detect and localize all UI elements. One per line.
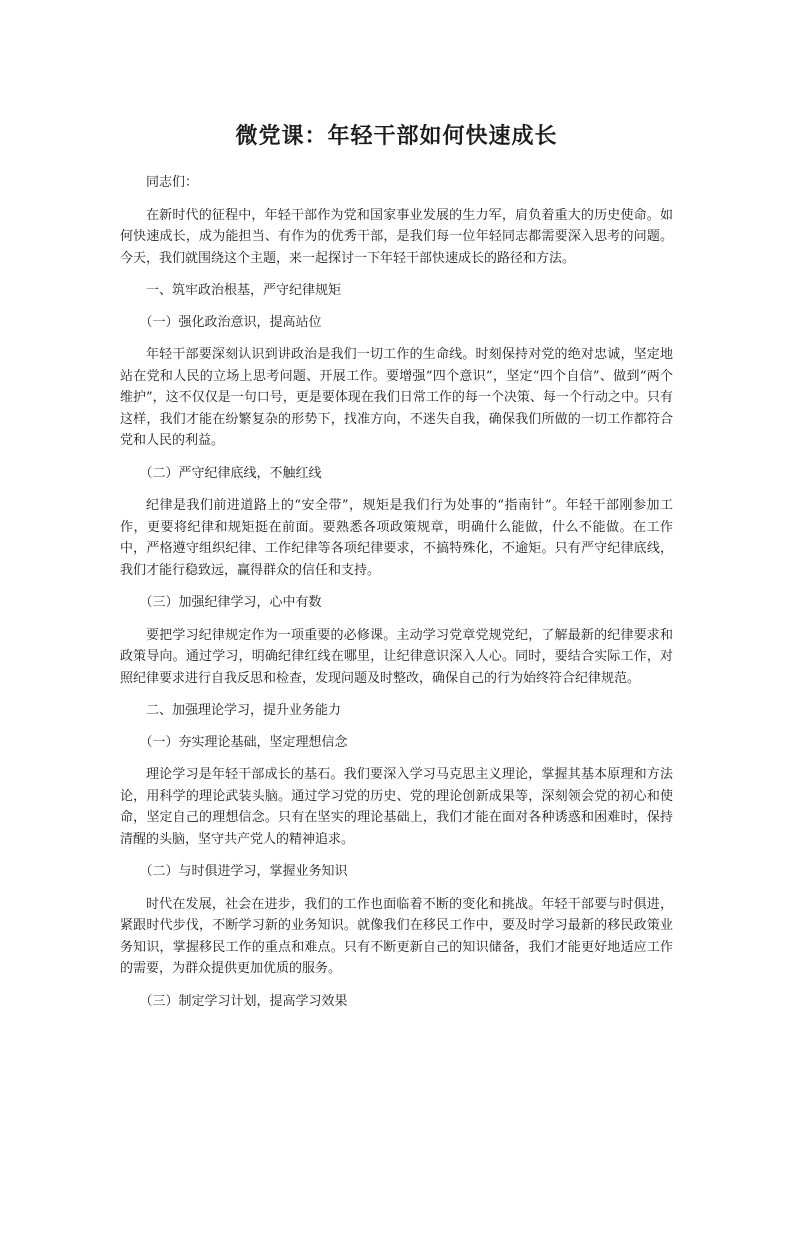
subheading-2-3: （三）制定学习计划，提高学习效果 [139,993,348,1009]
subheading-1-1: （一）强化政治意识，提高站位 [139,314,322,330]
section-heading-2: 二、加强理论学习，提升业务能力 [146,703,342,718]
intro-paragraph: 在新时代的征程中，年轻干部作为党和国家事业发展的生力军，肩负着重大的历史使命。如何快速成长，成为能担当、有作为的优秀干部，是我们每一位年轻同志都需要深入思考的问题。今天，我们就围绕这个主题，来一起探讨一下年轻干部快速成长的路径和方法。 [120,207,673,266]
section-heading-1: 一、筑牢政治根基，严守纪律规矩 [146,283,342,298]
subheading-2-2: （二）与时俱进学习，掌握业务知识 [139,864,348,879]
body-paragraph-2-1: 理论学习是年轻干部成长的基石。我们要深入学习马克思主义理论，掌握其基本原理和方法论，用科学的理论武装头脑。通过学习党的历史、党的理论创新成果等，深刻领会党的初心和使命，坚定自己的理想信念。只有在坚实的理论基础上，我们才能在面对各种诱惑和困难时，保持清醒的头脑，坚守共产党人的精神追求。 [120,767,673,847]
document-page [0,120,793,1242]
greeting-paragraph: 同志们： [146,175,199,190]
body-paragraph-1-2: 纪律是我们前进道路上的“安全带”，规矩是我们行为处事的“指南针”。年轻干部刚参加工作，更要将纪律和规矩挺在前面。要熟悉各项政策规章，明确什么能做，什么不能做。在工作中，严格遵守组织纪律、工作纪律等各项纪律要求，不搞特殊化，不逾矩。只有严守纪律底线，我们才能行稳致远，赢得群众的信任和支持。 [120,498,673,578]
body-paragraph-1-3: 要把学习纪律规定作为一项重要的必修课。主动学习党章党规党纪，了解最新的纪律要求和政策导向。通过学习，明确纪律红线在哪里，让纪律意识深入人心。同时，要结合实际工作，对照纪律要求进行自我反思和检查，发现问题及时整改，确保自己的行为始终符合纪律规范。 [120,627,673,686]
document-title: 微党课：年轻干部如何快速成长 [235,123,558,149]
document-body [120,172,673,1012]
subheading-1-3: （三）加强纪律学习，心中有数 [139,595,322,610]
body-paragraph-1-1: 年轻干部要深刻认识到讲政治是我们一切工作的生命线。时刻保持对党的绝对忠诚，坚定地站在党和人民的立场上思考问题、开展工作。要增强“四个意识”，坚定“四个自信”、做到“两个维护”，这不仅仅是一句口号，更是要体现在我们日常工作的每一个决策、每一个行动之中。只有这样，我们才能在纷繁复杂的形势下，找准方向，不迷失自我，确保我们所做的一切工作都符合党和人民的利益。 [120,347,673,448]
subheading-1-2: （二）严守纪律底线，不触红线 [139,465,322,481]
body-paragraph-2-2: 时代在发展，社会在进步，我们的工作也面临着不断的变化和挑战。年轻干部要与时俱进，紧跟时代步伐，不断学习新的业务知识。就像我们在移民工作中，要及时学习最新的移民政策业务知识，掌握移民工作的重点和难点。只有不断更新自己的知识储备，我们才能更好地适应工作的需要，为群众提供更加优质的服务。 [120,896,673,976]
subheading-2-1: （一）夯实理论基础，坚定理想信念 [139,734,348,750]
